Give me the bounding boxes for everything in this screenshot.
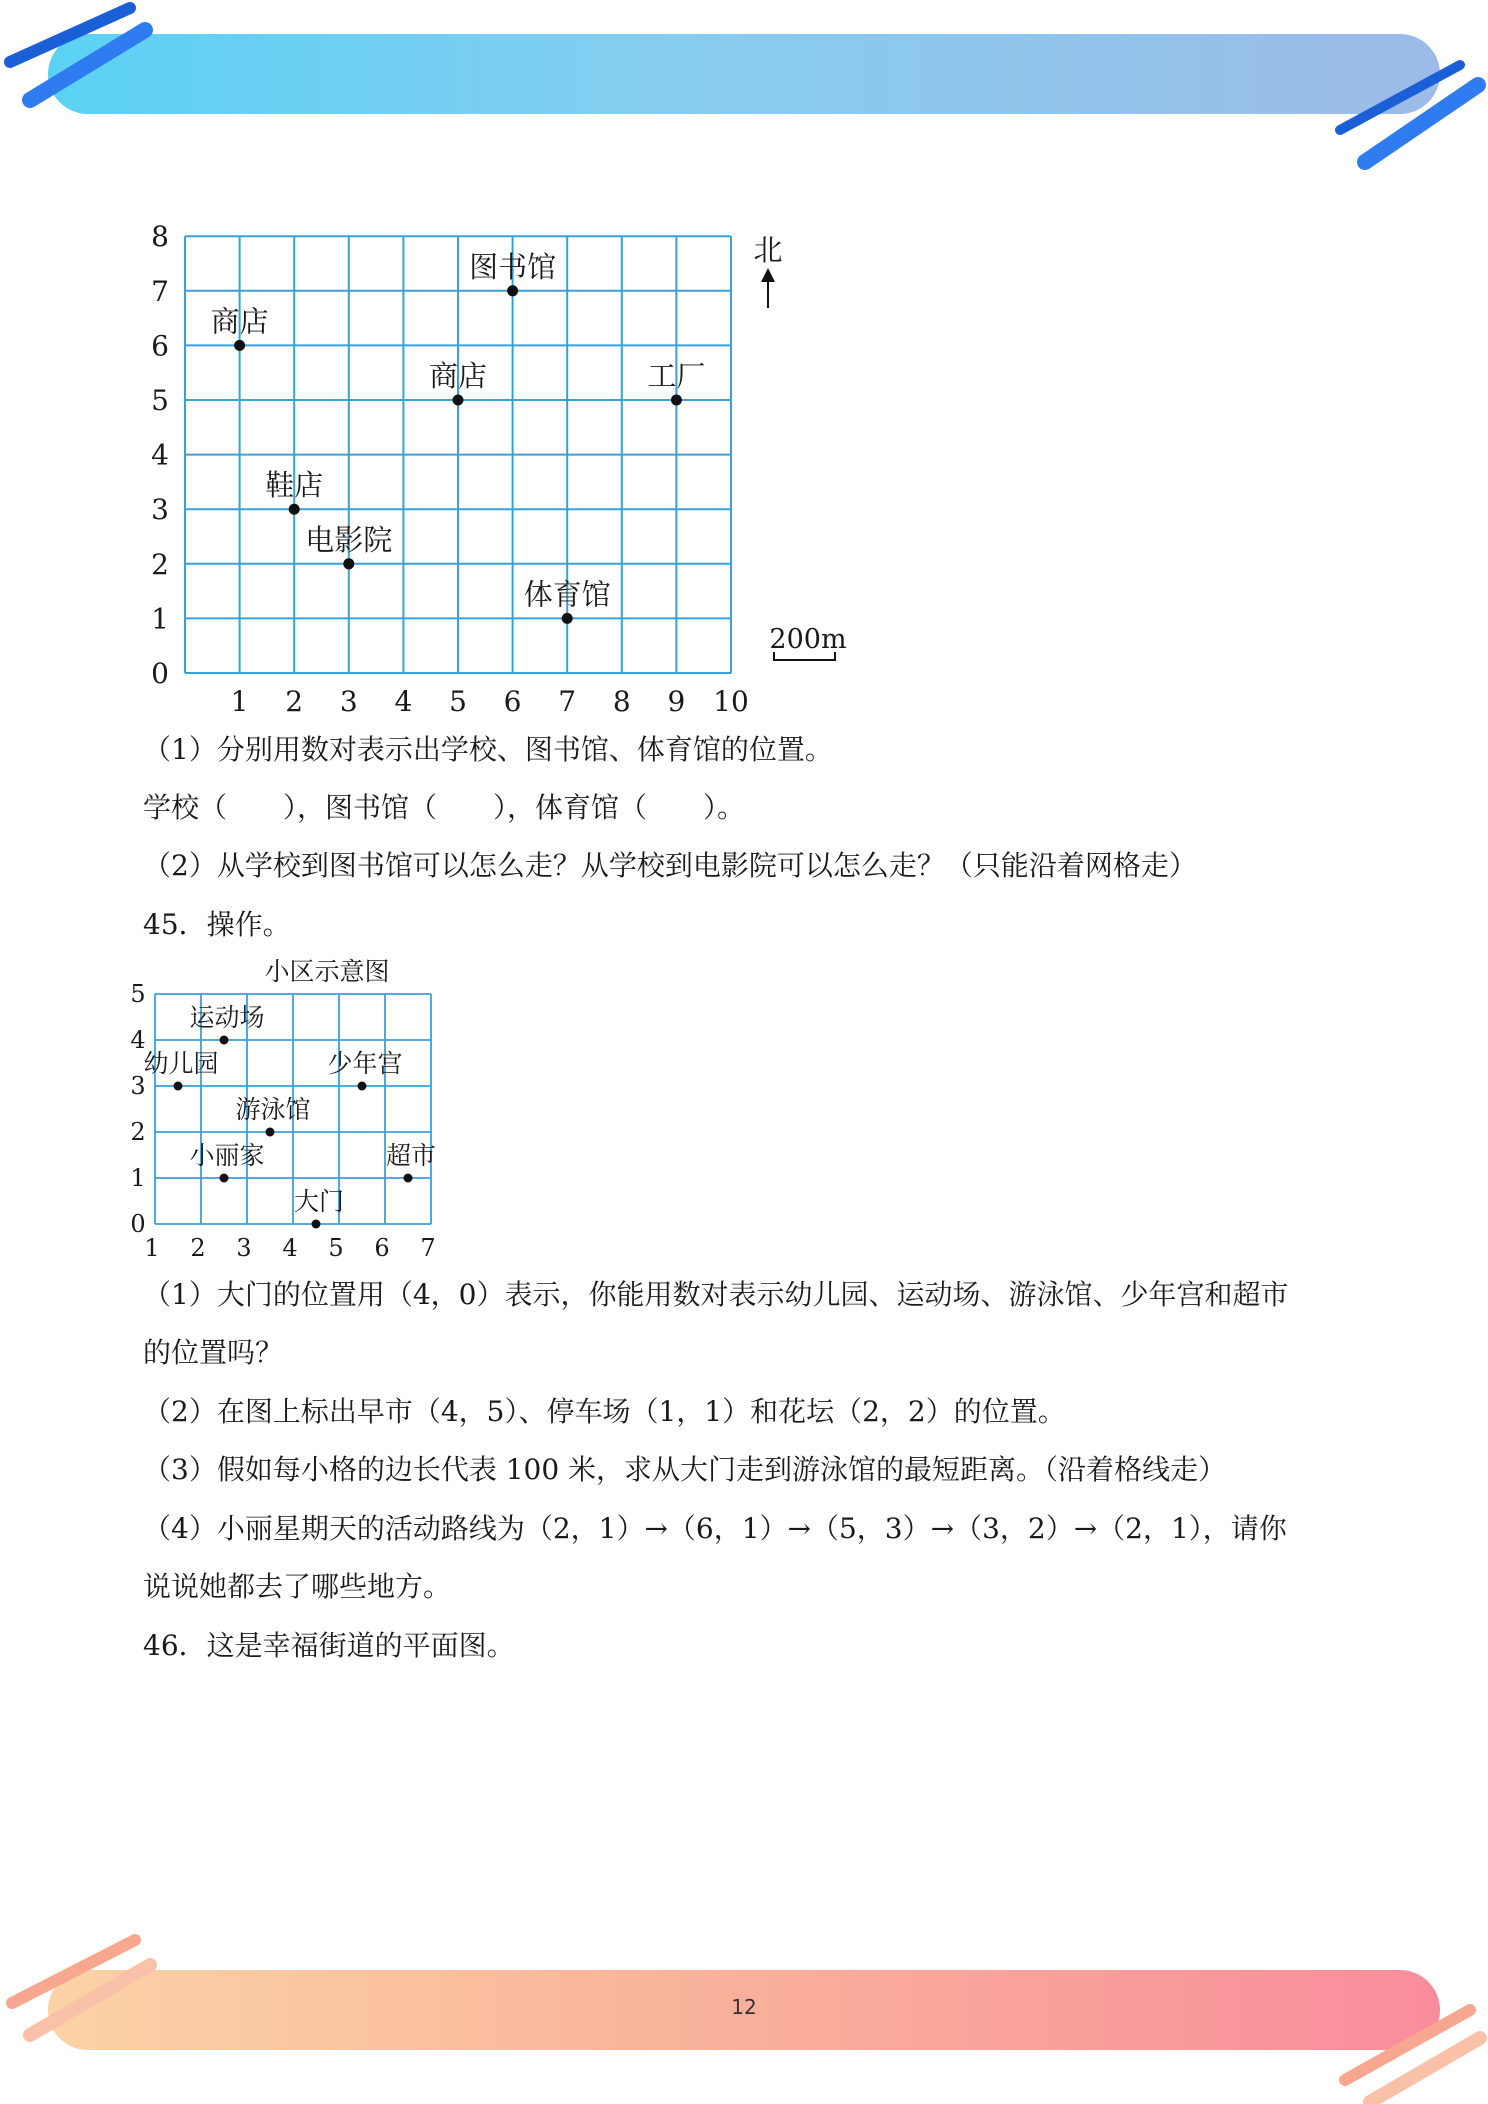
- compass-label: 北: [753, 233, 783, 267]
- place-point: [562, 613, 573, 624]
- place-label: 鞋店: [265, 468, 324, 503]
- place-label: 商店: [428, 359, 488, 393]
- place-label: 超市: [385, 1141, 437, 1170]
- place-label: 大门: [293, 1187, 345, 1216]
- q44-part2: （2）从学校到图书馆可以怎么走？从学校到电影院可以怎么走？（只能沿着网格走）: [143, 849, 1197, 882]
- place-label: 体育馆: [523, 577, 611, 612]
- y-tick-label: 1: [130, 1164, 146, 1192]
- y-tick-label: 0: [151, 657, 169, 690]
- place-label: 小丽家: [189, 1141, 265, 1170]
- scale-label: 200m: [769, 624, 847, 655]
- place-point: [404, 1174, 413, 1183]
- place-point: [358, 1082, 367, 1091]
- place-point: [343, 558, 354, 569]
- y-tick-label: 2: [130, 1118, 146, 1146]
- map1-grid: [140, 220, 860, 720]
- x-tick-label: 5: [328, 1234, 344, 1260]
- y-tick-label: 6: [151, 329, 169, 363]
- x-tick-label: 3: [236, 1234, 252, 1260]
- place-label: 商店: [210, 304, 269, 339]
- place-point: [453, 395, 464, 406]
- q45-part1-line2: 的位置吗？: [143, 1336, 284, 1369]
- map-title: 小区示意图: [264, 957, 390, 986]
- y-tick-label: 4: [130, 1026, 146, 1054]
- place-point: [220, 1036, 229, 1045]
- x-tick-label: 2: [190, 1234, 206, 1260]
- x-tick-label: 7: [420, 1234, 436, 1260]
- q46-heading: 46．这是幸福街道的平面图。: [143, 1629, 515, 1662]
- place-label: 少年宫: [327, 1049, 403, 1078]
- x-tick-label: 3: [339, 685, 358, 718]
- q45-part4-line1: （4）小丽星期天的活动路线为（2，1）→（6，1）→（5，3）→（3，2）→（2，1），请你: [143, 1512, 1287, 1545]
- place-label: 运动场: [189, 1003, 265, 1032]
- q45-part4-line2: 说说她都去了哪些地方。: [143, 1570, 452, 1603]
- place-point: [507, 285, 518, 296]
- x-tick-label: 9: [667, 685, 686, 718]
- y-tick-label: 3: [130, 1072, 146, 1100]
- place-label: 幼儿园: [143, 1049, 219, 1078]
- place-point: [174, 1082, 183, 1091]
- y-tick-label: 4: [151, 438, 169, 472]
- place-point: [266, 1128, 275, 1137]
- x-tick-label: 10: [713, 685, 749, 718]
- north-arrowhead-icon: [761, 268, 775, 282]
- x-tick-label: 4: [282, 1234, 298, 1260]
- q45-part2: （2）在图上标出早市（4，5）、停车场（1，1）和花坛（2，2）的位置。: [143, 1395, 1066, 1428]
- x-tick-label: 2: [285, 685, 304, 718]
- place-label: 电影院: [305, 522, 393, 557]
- place-point: [671, 395, 682, 406]
- y-tick-label: 5: [130, 980, 146, 1008]
- x-tick-label: 4: [394, 685, 413, 718]
- q45-part3: （3）假如每小格的边长代表 100 米，求从大门走到游泳馆的最短距离。（沿着格线走）: [143, 1453, 1227, 1486]
- y-tick-label: 2: [151, 547, 169, 581]
- y-tick-label: 0: [130, 1210, 146, 1238]
- x-tick-label: 1: [230, 685, 249, 718]
- x-tick-label: 8: [612, 685, 631, 718]
- q45-heading: 45．操作。: [143, 908, 291, 941]
- x-tick-label: 6: [503, 685, 522, 718]
- place-label: 游泳馆: [235, 1095, 311, 1124]
- place-point: [312, 1220, 321, 1229]
- map2-grid: [130, 950, 530, 1260]
- x-tick-label: 7: [558, 685, 577, 718]
- page-number: 12: [731, 1995, 757, 2019]
- y-tick-label: 1: [151, 602, 169, 636]
- place-label: 图书馆: [469, 249, 557, 284]
- place-label: 工厂: [647, 359, 706, 393]
- x-tick-label: 5: [449, 685, 467, 718]
- y-tick-label: 5: [151, 384, 169, 417]
- place-point: [220, 1174, 229, 1183]
- place-point: [289, 504, 300, 515]
- y-tick-label: 8: [151, 220, 169, 254]
- x-tick-label: 1: [144, 1234, 160, 1260]
- header-band: [48, 34, 1440, 114]
- q44-part1: （1）分别用数对表示出学校、图书馆、体育馆的位置。: [143, 733, 833, 766]
- y-tick-label: 3: [151, 493, 169, 527]
- x-tick-label: 6: [374, 1234, 390, 1260]
- place-point: [234, 340, 245, 351]
- y-tick-label: 7: [151, 274, 169, 308]
- q44-blanks: 学校（ ），图书馆（ ），体育馆（ ）。: [143, 791, 746, 824]
- q45-part1-line1: （1）大门的位置用（4，0）表示，你能用数对表示幼儿园、运动场、游泳馆、少年宫和超市: [143, 1278, 1289, 1311]
